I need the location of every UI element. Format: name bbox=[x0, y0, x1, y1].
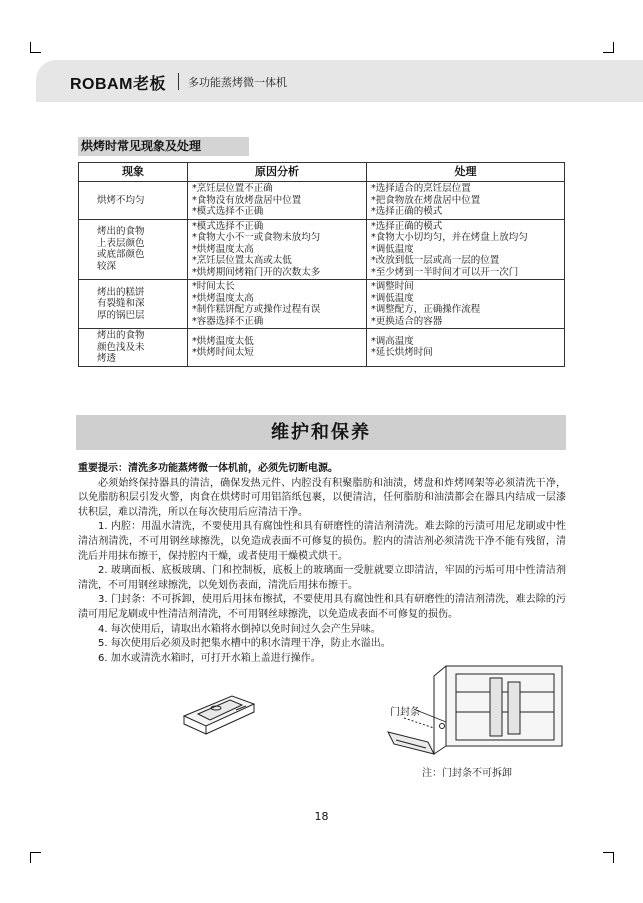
page-number: 18 bbox=[314, 810, 329, 823]
phenomenon-line: 厚的锅巴层 bbox=[97, 309, 145, 321]
cause-line: *烘烤温度太高 bbox=[192, 243, 254, 255]
table-row bbox=[79, 280, 565, 329]
maintenance-paragraph: 4. 每次使用后，请取出水箱将水倒掉以免时间过久会产生异味。 bbox=[98, 623, 381, 635]
maintenance-paragraph: 2. 玻璃面板、底板玻璃、门和控制板，底板上的玻璃面一受脏就要立即清洁，牢固的污垢可用中性清洁剂清洗，不可用钢丝球擦洗，以免划伤表面，清洗后用抹布擦干。 bbox=[78, 565, 566, 591]
maintenance-paragraph: 必须始终保持器具的清洁，确保发热元件、内腔没有积聚脂肪和油渍，烤盘和炸烤网架等必须清洗干净，以免脂肪积层引发火警，肉食在烘烤时可用铝箔纸包裹，以便清洁，任何脂肪和油渍都会在器具内结成一层漆状积层，难以清洗，所以在每次使用后应清洁干净。 bbox=[78, 477, 566, 518]
door-seal-label: 门封条 bbox=[390, 707, 420, 718]
phenomenon-line: 烤透 bbox=[97, 353, 117, 364]
cause-cell bbox=[188, 182, 367, 220]
solution-line: *调低温度 bbox=[371, 243, 414, 255]
cause-line: *食物没有放烤盘居中位置 bbox=[192, 194, 302, 206]
phenomenon-cell bbox=[79, 182, 188, 220]
solution-cell bbox=[367, 280, 565, 329]
brand-logo: ROBAM老板 bbox=[70, 76, 166, 93]
cause-line: *食物大小不一或食物未放均匀 bbox=[192, 232, 321, 243]
cause-cell bbox=[188, 329, 367, 367]
solution-line: *延长烘烤时间 bbox=[371, 347, 433, 359]
phenomenon-line: 烤出的食物 bbox=[97, 330, 145, 341]
phenomenon-line: 较深 bbox=[97, 260, 117, 272]
cause-line: *时间太长 bbox=[192, 281, 235, 292]
crop-mark-bottom-right bbox=[603, 852, 614, 863]
cause-line: *烹饪层位置不正确 bbox=[192, 183, 273, 194]
cause-line: *模式选择不正确 bbox=[192, 220, 264, 232]
col-header-solution: 处理 bbox=[367, 163, 565, 182]
solution-line: *改放到低一层或高一层的位置 bbox=[371, 255, 500, 266]
solution-line: *把食物放在烤盘居中位置 bbox=[371, 194, 481, 206]
phenomenon-cell bbox=[79, 280, 188, 329]
phenomenon-line: 或底部颜色 bbox=[97, 249, 145, 261]
phenomenon-line: 有裂缝和深 bbox=[97, 298, 145, 310]
table-row bbox=[79, 329, 565, 367]
cause-line: *烹饪层位置太高或太低 bbox=[192, 255, 292, 266]
col-header-cause: 原因分析 bbox=[188, 163, 367, 182]
phenomenon-line: 上表层颜色 bbox=[97, 237, 145, 249]
cause-line: *制作糕饼配方或操作过程有误 bbox=[192, 304, 321, 315]
cause-line: *烘烤时间太短 bbox=[192, 347, 254, 359]
phenomenon-cell bbox=[79, 219, 188, 280]
faq-header-row bbox=[79, 163, 565, 182]
solution-line: *调高温度 bbox=[371, 335, 414, 347]
maintenance-body bbox=[78, 462, 566, 666]
cause-line: *模式选择不正确 bbox=[192, 206, 264, 217]
solution-line: *食物大小切均匀，并在烤盘上放均匀 bbox=[371, 232, 528, 243]
solution-line: *更换适合的容器 bbox=[371, 315, 443, 327]
maintenance-paragraph: 1. 内腔：用温水清洗，不要使用具有腐蚀性和具有研磨性的清洁剂清洗。难去除的污渍可用尼龙刷或中性清洁剂清洗，不可用钢丝球擦洗，以免造成表面不可修复的损伤。腔内的清洁剂必须清洗干净不能有残留，清洗后并用抹布擦干，保持腔内干燥，或者使用干燥模式烘干。 bbox=[78, 521, 566, 562]
table-row bbox=[79, 182, 565, 220]
maintenance-paragraph: 3. 门封条：不可拆卸，使用后用抹布擦拭，不要使用具有腐蚀性和具有研磨性的清洁剂清洗，难去除的污渍可用尼龙刷或中性清洁剂清洗，不可用钢丝球擦洗，以免造成表面不可修复的损伤。 bbox=[78, 594, 566, 620]
header-separator bbox=[178, 73, 179, 90]
cause-cell bbox=[188, 219, 367, 280]
solution-line: *至少烤到一半时间才可以开一次门 bbox=[371, 266, 519, 278]
maintenance-paragraph: 6. 加水或清洗水箱时，可打开水箱上盖进行操作。 bbox=[98, 652, 321, 664]
cause-cell bbox=[188, 280, 367, 329]
cause-line: *烘烤期间烤箱门开的次数太多 bbox=[192, 266, 321, 278]
crop-mark-bottom-left bbox=[30, 852, 41, 863]
phenomenon-cell bbox=[79, 329, 188, 367]
solution-line: *调低温度 bbox=[371, 292, 414, 304]
cause-line: *烘烤温度太高 bbox=[192, 292, 254, 304]
cause-line: *容器选择不正确 bbox=[192, 315, 264, 327]
solution-line: *选择正确的模式 bbox=[371, 220, 443, 232]
solution-line: *选择适合的烹饪层位置 bbox=[371, 183, 471, 194]
solution-line: *调整配方，正确操作流程 bbox=[371, 304, 481, 315]
col-header-phenomenon: 现象 bbox=[79, 163, 188, 182]
solution-line: *调整时间 bbox=[371, 281, 414, 292]
crop-mark-top-right bbox=[603, 42, 614, 53]
faq-section-title: 烘烤时常见现象及处理 bbox=[78, 137, 249, 156]
phenomenon-line: 烤出的糕饼 bbox=[97, 286, 145, 298]
important-notice: 重要提示：清洗多功能蒸烤微一体机前，必须先切断电源。 bbox=[78, 463, 338, 474]
solution-cell bbox=[367, 182, 565, 220]
document-title: 多功能蒸烤微一体机 bbox=[188, 76, 287, 89]
table-row bbox=[79, 219, 565, 280]
crop-mark-top-left bbox=[30, 42, 41, 53]
phenomenon-line: 烘烤不均匀 bbox=[97, 194, 145, 206]
cause-line: *烘烤温度太低 bbox=[192, 335, 254, 347]
maintenance-banner: 维护和保养 bbox=[76, 415, 566, 450]
water-tank-illustration bbox=[180, 688, 258, 740]
door-seal-note: 注：门封条不可拆卸 bbox=[422, 768, 512, 779]
phenomenon-line: 烤出的食物 bbox=[97, 226, 145, 238]
solution-line: *选择正确的模式 bbox=[371, 206, 443, 217]
maintenance-paragraph: 5. 每次使用后必须及时把集水槽中的积水清理干净，防止水溢出。 bbox=[98, 638, 391, 650]
phenomenon-line: 颜色浅及未 bbox=[97, 341, 145, 353]
solution-cell bbox=[367, 329, 565, 367]
solution-cell bbox=[367, 219, 565, 280]
faq-table bbox=[78, 162, 565, 367]
